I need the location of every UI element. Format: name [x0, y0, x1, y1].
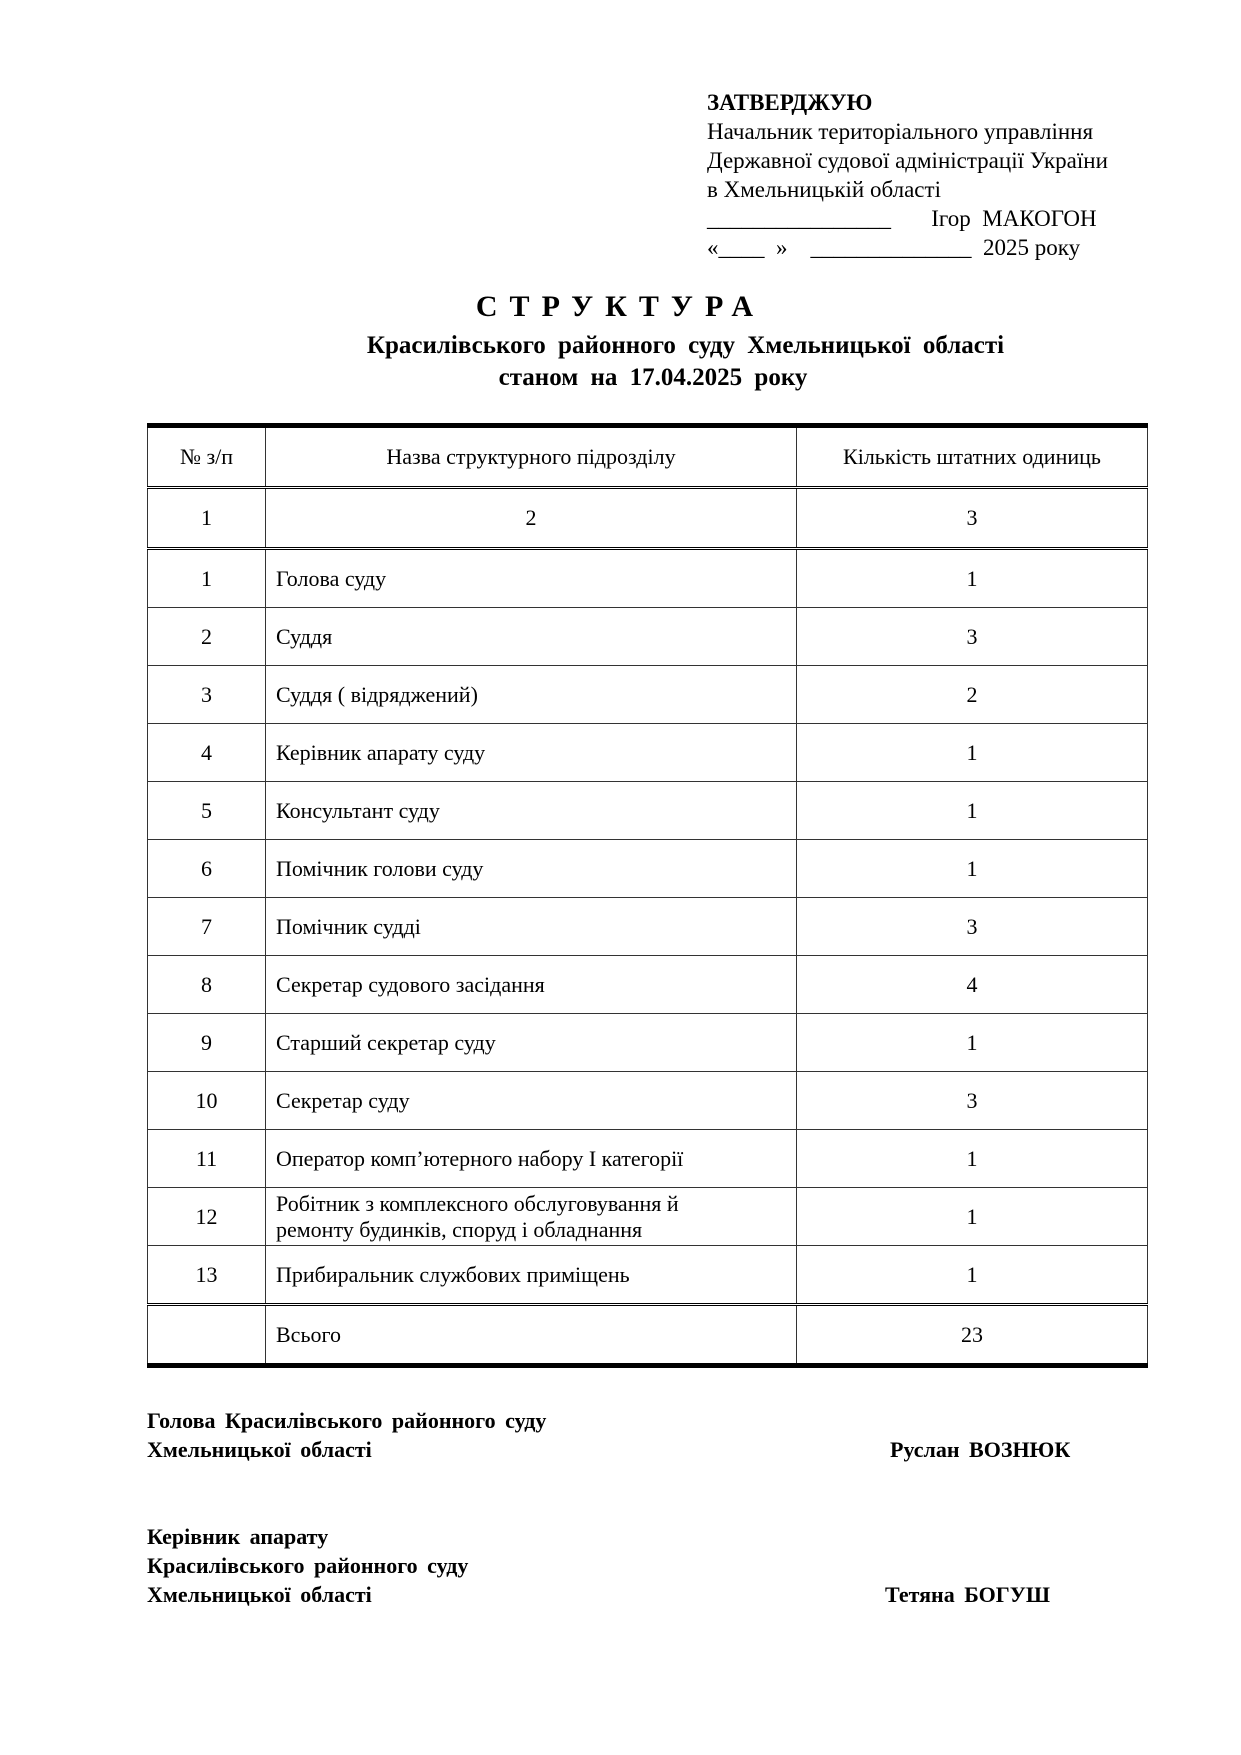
column-number-2: 2 [266, 488, 797, 549]
row-number: 3 [148, 666, 266, 724]
row-count: 1 [797, 1246, 1148, 1305]
table-row [148, 1130, 1148, 1188]
header-staff-count: Кількість штатних одиниць [797, 426, 1148, 488]
header-unit-name: Назва структурного підрозділу [266, 426, 797, 488]
row-unit-name: Помічник голови суду [266, 840, 797, 898]
table-row [148, 549, 1148, 608]
row-count: 1 [797, 782, 1148, 840]
row-count: 3 [797, 898, 1148, 956]
approval-heading: ЗАТВЕРДЖУЮ [707, 90, 873, 115]
table-row [148, 840, 1148, 898]
row-unit-name: Старший секретар суду [266, 1014, 797, 1072]
table-row [148, 898, 1148, 956]
total-label: Всього [266, 1305, 797, 1366]
total-count: 23 [797, 1305, 1148, 1366]
head-name: Руслан ВОЗНЮК [890, 1437, 1071, 1462]
head-title-line-2: Хмельницької області [147, 1437, 372, 1462]
structure-table [147, 423, 1148, 1368]
table-row [148, 666, 1148, 724]
row-number: 1 [148, 549, 266, 608]
row-number: 12 [148, 1188, 266, 1246]
header-number: № з/п [148, 426, 266, 488]
approval-line-2: Державної судової адміністрації України [707, 148, 1108, 173]
row-count: 3 [797, 1072, 1148, 1130]
table-row [148, 1188, 1148, 1246]
column-number-1: 1 [148, 488, 266, 549]
chief-title-line-3: Хмельницької області [147, 1582, 372, 1607]
row-unit-name-line-2: ремонту будинків, споруд і обладнання [276, 1216, 643, 1242]
row-number: 10 [148, 1072, 266, 1130]
chief-title-line-2: Красилівського районного суду [147, 1553, 469, 1578]
table-row [148, 782, 1148, 840]
row-number: 2 [148, 608, 266, 666]
row-unit-name: Оператор комп’ютерного набору І категорії [266, 1130, 797, 1188]
row-unit-name [266, 1188, 797, 1246]
row-number: 7 [148, 898, 266, 956]
row-count: 1 [797, 549, 1148, 608]
table-header-row [148, 426, 1148, 488]
head-signature-block [147, 1406, 546, 1464]
row-unit-name: Суддя ( відряджений) [266, 666, 797, 724]
table-row [148, 724, 1148, 782]
row-count: 1 [797, 1188, 1148, 1246]
row-number: 6 [148, 840, 266, 898]
row-unit-name: Голова суду [266, 549, 797, 608]
row-count: 1 [797, 1014, 1148, 1072]
approval-line-3: в Хмельницькій області [707, 177, 941, 202]
total-number-cell [148, 1305, 266, 1366]
document-title: СТРУКТУРА [475, 290, 766, 323]
row-unit-name: Прибиральник службових приміщень [266, 1246, 797, 1305]
row-number: 5 [148, 782, 266, 840]
table-row [148, 608, 1148, 666]
column-numbers-row [148, 488, 1148, 549]
row-count: 4 [797, 956, 1148, 1014]
row-number: 4 [148, 724, 266, 782]
approval-line-1: Начальник територіального управління [707, 119, 1094, 144]
table-row [148, 1014, 1148, 1072]
approval-date-line: «____ » ______________ 2025 року [707, 235, 1081, 260]
row-count: 1 [797, 724, 1148, 782]
row-unit-name: Консультант суду [266, 782, 797, 840]
row-number: 11 [148, 1130, 266, 1188]
row-unit-name: Суддя [266, 608, 797, 666]
table-row [148, 1072, 1148, 1130]
document-date: станом на 17.04.2025 року [498, 364, 808, 391]
row-count: 2 [797, 666, 1148, 724]
total-row [148, 1305, 1148, 1366]
approval-block [707, 88, 1177, 262]
column-number-3: 3 [797, 488, 1148, 549]
row-count: 1 [797, 840, 1148, 898]
head-title-line-1: Голова Красилівського районного суду [147, 1408, 547, 1433]
chief-of-staff-signature-block [147, 1522, 468, 1609]
row-number: 9 [148, 1014, 266, 1072]
row-count: 1 [797, 1130, 1148, 1188]
chief-title-line-1: Керівник апарату [147, 1524, 329, 1549]
approval-signature-line: ________________ Ігор МАКОГОН [707, 206, 1097, 231]
table-row [148, 956, 1148, 1014]
row-unit-name: Помічник судді [266, 898, 797, 956]
row-unit-name: Секретар судового засідання [266, 956, 797, 1014]
row-unit-name-line-1: Робітник з комплексного обслуговування й [276, 1190, 679, 1216]
row-unit-name: Секретар суду [266, 1072, 797, 1130]
document-subtitle: Красилівського районного суду Хмельницької області [366, 332, 1005, 359]
row-unit-name: Керівник апарату суду [266, 724, 797, 782]
row-count: 3 [797, 608, 1148, 666]
row-number: 8 [148, 956, 266, 1014]
table-row [148, 1246, 1148, 1305]
row-number: 13 [148, 1246, 266, 1305]
chief-of-staff-name: Тетяна БОГУШ [885, 1582, 1051, 1607]
